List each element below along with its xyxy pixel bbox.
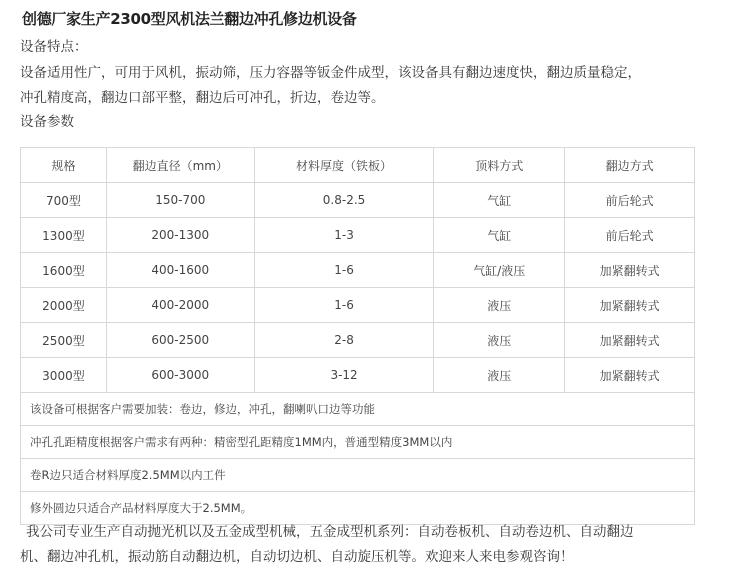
table-note: 该设备可根据客户需要加装：卷边，修边，冲孔，翻喇叭口边等功能 — [21, 393, 695, 426]
table-cell: 前后轮式 — [565, 218, 695, 253]
table-cell: 3-12 — [254, 358, 434, 393]
header-cell: 顶料方式 — [434, 148, 565, 183]
header-cell: 规格 — [21, 148, 107, 183]
table-row — [21, 183, 695, 218]
table-note-row — [21, 426, 695, 459]
table-note: 卷R边只适合材料厚度2.5MM以内工件 — [21, 459, 695, 492]
table-cell: 200-1300 — [106, 218, 254, 253]
table-cell: 150-700 — [106, 183, 254, 218]
table-row — [21, 288, 695, 323]
table-cell: 液压 — [434, 288, 565, 323]
table-cell: 700型 — [21, 183, 107, 218]
table-cell: 前后轮式 — [565, 183, 695, 218]
params-heading: 设备参数 — [20, 114, 74, 130]
features-text-line-1: 设备适用性广，可用于风机，振动筛，压力容器等钣金件成型，该设备具有翻边速度快，翻边质量稳定， — [20, 65, 641, 81]
table-cell: 1-6 — [254, 253, 434, 288]
header-cell: 翻边直径（mm） — [106, 148, 254, 183]
company-intro-line-2: 机、翻边冲孔机，振动筋自动翻边机，自动切边机、自动旋压机等。欢迎来人来电参观咨询！ — [20, 549, 574, 565]
table-header-row — [21, 148, 695, 183]
table-cell: 400-1600 — [106, 253, 254, 288]
table-cell: 气缸/液压 — [434, 253, 565, 288]
table-cell: 400-2000 — [106, 288, 254, 323]
table-cell: 2500型 — [21, 323, 107, 358]
table-note-row — [21, 393, 695, 426]
table-note: 冲孔孔距精度根据客户需求有两种：精密型孔距精度1MM内，普通型精度3MM以内 — [21, 426, 695, 459]
spec-table — [20, 147, 695, 525]
table-cell: 液压 — [434, 323, 565, 358]
table-cell: 600-2500 — [106, 323, 254, 358]
table-row — [21, 253, 695, 288]
company-intro-line-1: 我公司专业生产自动抛光机以及五金成型机械，五金成型机系列：自动卷板机、自动卷边机、自动翻边 — [26, 524, 634, 540]
table-row — [21, 218, 695, 253]
table-row — [21, 358, 695, 393]
table-cell: 1-6 — [254, 288, 434, 323]
table-cell: 加紧翻转式 — [565, 323, 695, 358]
table-cell: 1600型 — [21, 253, 107, 288]
page-title: 创德厂家生产2300型风机法兰翻边冲孔修边机设备 — [22, 10, 357, 28]
table-cell: 1300型 — [21, 218, 107, 253]
table-cell: 加紧翻转式 — [565, 358, 695, 393]
header-cell: 材料厚度（铁板） — [254, 148, 434, 183]
table-cell: 气缸 — [434, 183, 565, 218]
features-text-line-2: 冲孔精度高，翻边口部平整，翻边后可冲孔，折边，卷边等。 — [20, 90, 385, 106]
table-cell: 液压 — [434, 358, 565, 393]
table-cell: 600-3000 — [106, 358, 254, 393]
table-cell: 加紧翻转式 — [565, 288, 695, 323]
table-cell: 气缸 — [434, 218, 565, 253]
table-note: 修外圆边只适合产品材料厚度大于2.5MM。 — [21, 492, 695, 525]
table-cell: 1-3 — [254, 218, 434, 253]
table-note-row — [21, 459, 695, 492]
table-cell: 2-8 — [254, 323, 434, 358]
header-cell: 翻边方式 — [565, 148, 695, 183]
features-heading: 设备特点： — [20, 39, 88, 55]
table-cell: 3000型 — [21, 358, 107, 393]
table-row — [21, 323, 695, 358]
table-cell: 0.8-2.5 — [254, 183, 434, 218]
table-cell: 加紧翻转式 — [565, 253, 695, 288]
table-cell: 2000型 — [21, 288, 107, 323]
